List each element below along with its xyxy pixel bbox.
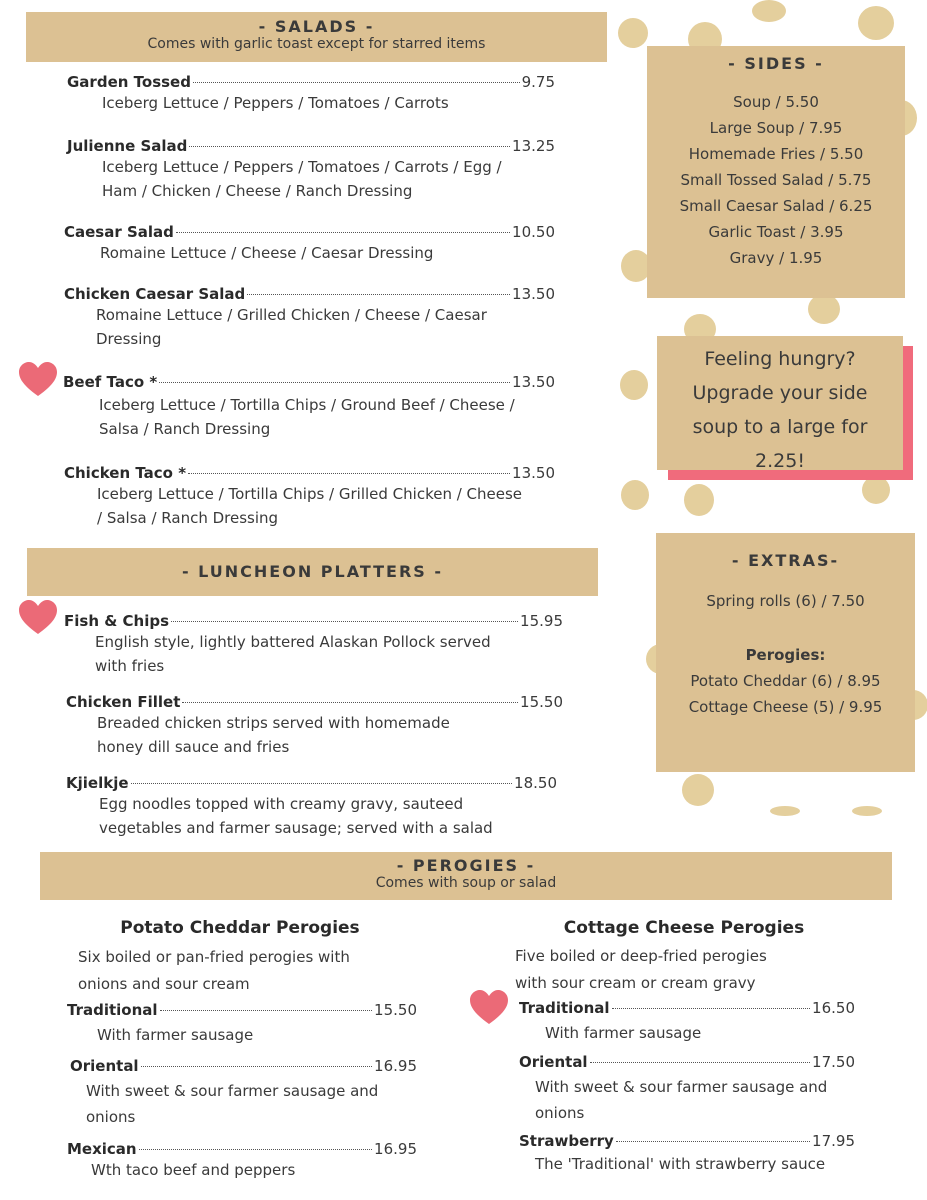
side-item: Garlic Toast / 3.95 — [708, 223, 844, 241]
item-price: 18.50 — [514, 774, 557, 792]
item-desc: Ham / Chicken / Cheese / Ranch Dressing — [102, 182, 413, 200]
desc-line: onions and sour cream — [78, 975, 250, 993]
item-price: 13.50 — [512, 373, 555, 391]
item-price: 17.95 — [812, 1132, 855, 1150]
item-name: Chicken Caesar Salad — [64, 285, 246, 303]
item-desc: Iceberg Lettuce / Tortilla Chips / Ground Beef / Cheese / — [99, 396, 515, 414]
menu-item — [67, 1140, 417, 1182]
item-desc: onions — [535, 1104, 585, 1122]
item-price: 15.50 — [374, 1001, 417, 1019]
item-desc: onions — [86, 1108, 136, 1126]
extras-title: - EXTRAS- — [731, 551, 840, 570]
item-price: 13.25 — [512, 137, 555, 155]
side-item: Large Soup / 7.95 — [709, 119, 843, 137]
item-name: Strawberry — [519, 1132, 614, 1150]
item-desc: with fries — [95, 657, 165, 675]
luncheon-header — [27, 548, 598, 596]
item-desc: The 'Traditional' with strawberry sauce — [535, 1155, 826, 1173]
desc-line: Six boiled or pan-fried perogies with — [78, 948, 350, 966]
promo-line: Upgrade your side — [692, 382, 868, 404]
extras-perogy-item: Potato Cheddar (6) / 8.95 — [690, 672, 881, 690]
extras-spring-rolls: Spring rolls (6) / 7.50 — [706, 592, 865, 610]
sides-title: - SIDES - — [728, 54, 824, 73]
promo-line: 2.25! — [755, 450, 805, 472]
heart-icon — [469, 990, 509, 1026]
sides-box — [647, 46, 905, 298]
item-desc: With farmer sausage — [545, 1024, 702, 1042]
item-name: Traditional — [67, 1001, 158, 1019]
menu-item — [64, 612, 563, 678]
item-desc: Iceberg Lettuce / Peppers / Tomatoes / Carrots / Egg / — [102, 158, 502, 176]
salads-subtitle: Comes with garlic toast except for starred items — [147, 36, 486, 52]
item-desc: honey dill sauce and fries — [97, 738, 290, 756]
item-desc: English style, lightly battered Alaskan Pollock served — [95, 633, 491, 651]
item-name: Oriental — [519, 1053, 588, 1071]
menu-item — [519, 1132, 855, 1176]
promo-line: soup to a large for — [692, 416, 868, 438]
item-name: Beef Taco * — [63, 373, 158, 391]
menu-item — [67, 73, 555, 115]
item-desc: / Salsa / Ranch Dressing — [97, 509, 279, 527]
desc-line: Five boiled or deep-fried perogies — [515, 947, 767, 965]
side-item: Homemade Fries / 5.50 — [688, 145, 864, 163]
extras-box — [656, 533, 915, 772]
perogies-title: - PEROGIES - — [396, 856, 536, 875]
item-desc: Romaine Lettuce / Grilled Chicken / Cheese / Caesar — [96, 306, 487, 324]
extras-perogies-label: Perogies: — [745, 646, 826, 664]
menu-item — [64, 285, 555, 351]
extras-perogy-item: Cottage Cheese (5) / 9.95 — [688, 698, 883, 716]
potato-perogies-desc — [78, 944, 418, 998]
side-item: Soup / 5.50 — [733, 93, 819, 111]
salads-header — [26, 12, 607, 62]
item-desc: Wth taco beef and peppers — [91, 1161, 296, 1179]
item-desc: Romaine Lettuce / Cheese / Caesar Dressing — [100, 244, 434, 262]
menu-item — [66, 693, 563, 759]
item-desc: Iceberg Lettuce / Peppers / Tomatoes / Carrots — [102, 94, 449, 112]
item-desc: Salsa / Ranch Dressing — [99, 420, 271, 438]
item-price: 13.50 — [512, 285, 555, 303]
item-price: 17.50 — [812, 1053, 855, 1071]
item-price: 16.50 — [812, 999, 855, 1017]
menu-item — [70, 1057, 417, 1130]
desc-line: with sour cream or cream gravy — [515, 974, 756, 992]
item-desc: vegetables and farmer sausage; served with a salad — [99, 819, 493, 837]
promo-box — [657, 336, 903, 470]
item-name: Caesar Salad — [64, 223, 174, 241]
item-name: Fish & Chips — [64, 612, 170, 630]
item-desc: With farmer sausage — [97, 1026, 254, 1044]
item-desc: With sweet & sour farmer sausage and — [86, 1082, 379, 1100]
item-name: Chicken Taco * — [64, 464, 187, 482]
item-name: Julienne Salad — [67, 137, 188, 155]
menu-item — [64, 464, 555, 530]
menu-item — [519, 1053, 855, 1126]
item-price: 16.95 — [374, 1057, 417, 1075]
menu-item — [67, 1001, 417, 1047]
perogies-header — [40, 852, 892, 900]
cottage-perogies-title: Cottage Cheese Perogies — [563, 918, 805, 938]
item-price: 16.95 — [374, 1140, 417, 1158]
menu-item — [67, 137, 555, 203]
perogies-subtitle: Comes with soup or salad — [375, 875, 557, 891]
item-desc: Egg noodles topped with creamy gravy, sauteed — [99, 795, 464, 813]
cottage-perogies-desc — [515, 943, 855, 997]
heart-icon — [18, 362, 58, 398]
menu-item — [63, 373, 555, 441]
item-price: 10.50 — [512, 223, 555, 241]
item-desc: With sweet & sour farmer sausage and — [535, 1078, 828, 1096]
item-name: Garden Tossed — [67, 73, 191, 91]
side-item: Gravy / 1.95 — [729, 249, 823, 267]
menu-item — [66, 774, 557, 840]
item-price: 15.50 — [520, 693, 563, 711]
heart-icon — [18, 600, 58, 636]
menu-item — [64, 223, 555, 265]
item-name: Mexican — [67, 1140, 137, 1158]
item-name: Oriental — [70, 1057, 139, 1075]
promo-line: Feeling hungry? — [704, 348, 856, 370]
side-item: Small Tossed Salad / 5.75 — [680, 171, 872, 189]
item-name: Chicken Fillet — [66, 693, 181, 711]
salads-title: - SALADS - — [258, 17, 375, 36]
item-name: Traditional — [519, 999, 610, 1017]
item-price: 13.50 — [512, 464, 555, 482]
luncheon-title: - LUNCHEON PLATTERS - — [181, 562, 444, 581]
item-desc: Dressing — [96, 330, 162, 348]
side-item: Small Caesar Salad / 6.25 — [679, 197, 873, 215]
menu-item — [519, 999, 855, 1045]
item-price: 15.95 — [520, 612, 563, 630]
item-price: 9.75 — [521, 73, 555, 91]
potato-perogies-title: Potato Cheddar Perogies — [120, 918, 360, 938]
item-desc: Iceberg Lettuce / Tortilla Chips / Grilled Chicken / Cheese — [97, 485, 523, 503]
item-desc: Breaded chicken strips served with homemade — [97, 714, 450, 732]
item-name: Kjielkje — [66, 774, 129, 792]
